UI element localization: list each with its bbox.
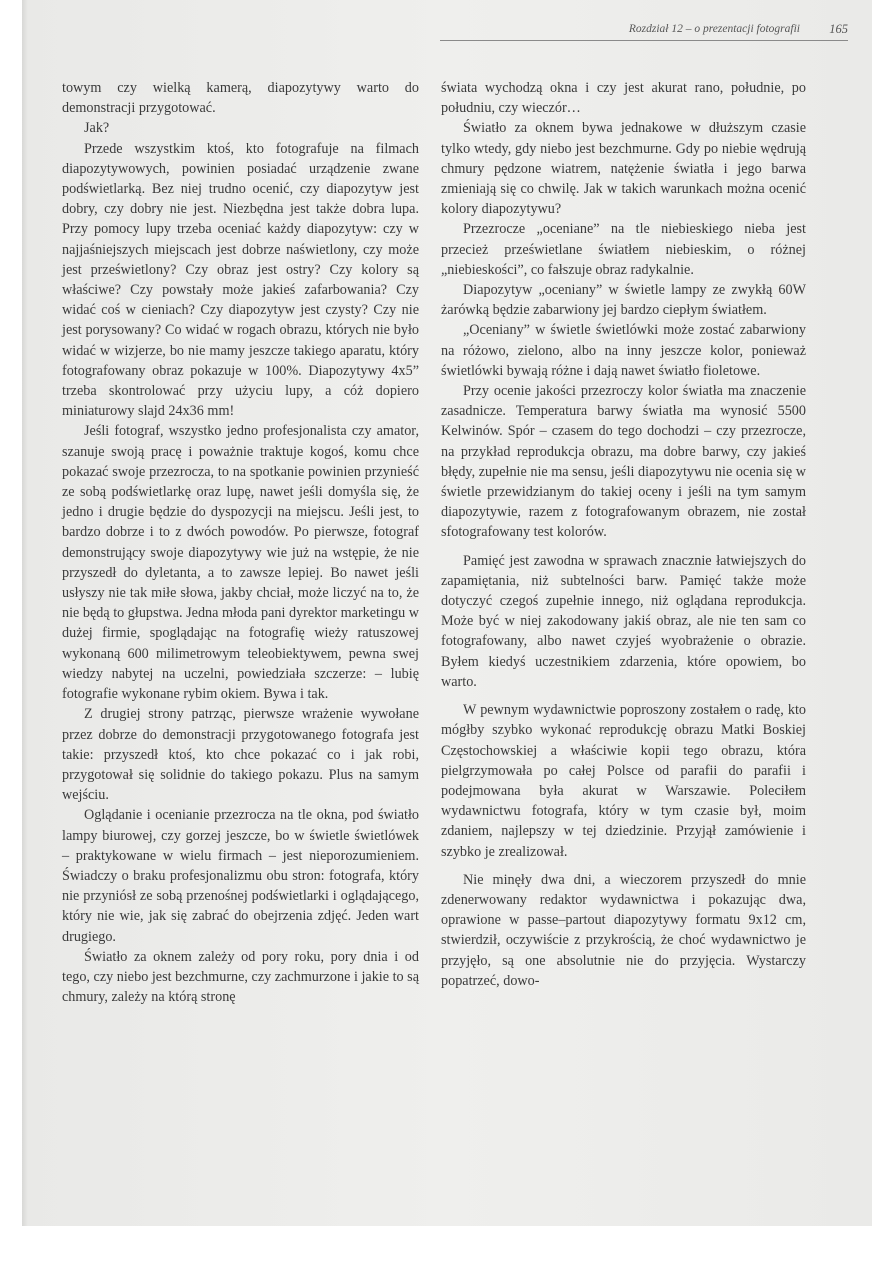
- page-number: 165: [829, 22, 848, 36]
- paragraph: Przy ocenie jakości przezroczy kolor światła ma znaczenie zasadnicze. Temperatura barwy światła ma wynosić 5500 Kelwinów. Spór – czasem do tego dochodzi – czy przezrocze, na przykład reprodukcja obrazu, ma dobre barwy, czy jakieś błędy, zupełnie nie ma sensu, jeśli diapozytywu nie ocenia się w świetle przewidzianym do takiej oceny i jeśli na tym samym diapozytywie, razem z fotografowanym obrazem, nie został sfotografowany test kolorów.: [441, 383, 806, 541]
- paragraph: Światło za oknem bywa jednakowe w dłuższym czasie tylko wtedy, gdy niebo jest bezchmurne. Gdy po niebie wędrują chmury pędzone wiatrem, natężenie światła i jego barwa zmieniają się co chwilę. Jak w takich warunkach można ocenić kolory diapozytywu?: [441, 120, 806, 218]
- page-edge-shadow: [22, 0, 28, 1226]
- paragraph: Przezrocze „oceniane” na tle niebieskiego nieba jest przecież prześwietlane światłem niebieskim, o różnej „niebieskości”, co fałszuje obraz radykalnie.: [441, 221, 806, 278]
- paragraph: „Oceniany” w świetle świetlówki może zostać zabarwiony na różowo, zielono, albo na inny jeszcze kolor, ponieważ świetlówki bywają różne i dają nawet światło fioletowe.: [441, 322, 806, 379]
- left-column: [62, 78, 419, 1007]
- paragraph: Jeśli fotograf, wszystko jedno profesjonalista czy amator, szanuje swoją pracę i poważnie traktuje kogoś, komu chce pokazać swoje przezrocza, to na spotkanie powinien przynieść ze sobą podświetlarkę oraz lupę, nawet jeśli domyśla się, że jedno i drugie będzie do dyspozycji na miejscu. Jeśli jest, to bardzo dobrze i to z dwóch powodów. Po pierwsze, fotograf demonstrujący swoje diapozytywy wie już na wstępie, że nie przyszedł do dyletanta, a to zawsze lepiej. Bo nawet jeśli usłyszy nie tak miłe słowa, jakby chciał, może liczyć na to, że nie będą to głupstwa. Jedna młoda pani dyrektor marketingu w dużej firmie, spoglądając na fotografię wieży ratuszowej wykonaną 600 milimetrowym teleobiektywem, pewna swej wiedzy nabytej na uczelni, powiedziała szczerze: – lubię fotografie wykonane rybim okiem. Bywa i tak.: [62, 423, 419, 703]
- running-header: [440, 18, 848, 41]
- paragraph: Diapozytyw „oceniany” w świetle lampy ze zwykłą 60W żarówką będzie zabarwiony jej bardzo ciepłym światłem.: [441, 282, 806, 319]
- paragraph: Pamięć jest zawodna w sprawach znacznie łatwiejszych do zapamiętania, niż subtelności barw. Pamięć także może dotyczyć czegoś zupełnie innego, niż oglądana reprodukcja. Może być w niej zakodowany jakiś obraz, ale nie ten sam co fotografowany, albo nawet czyjeś wyobrażenie o obrazie. Byłem kiedyś uczestnikiem zdarzenia, które opowiem, bo warto.: [441, 552, 806, 690]
- paragraph: Jak?: [84, 120, 110, 137]
- paragraph: świata wychodzą okna i czy jest akurat rano, południe, po południu, czy wieczór…: [441, 80, 806, 117]
- paragraph: Z drugiej strony patrząc, pierwsze wrażenie wywołane przez dobrze do demonstracji przygotowanego fotografa jest takie: przyszedł ktoś, kto chce pokazać co i jak robi, przygotował się solidnie do takiego pokazu. Plus na samym wejściu.: [62, 706, 419, 804]
- paragraph: Światło za oknem zależy od pory roku, pory dnia i od tego, czy niebo jest bezchmurne, czy zachmurzone i jakie to są chmury, zależy na którą stronę: [62, 948, 419, 1006]
- paragraph: Nie minęły dwa dni, a wieczorem przyszedł do mnie zdenerwowany redaktor wydawnictwa i pokazując dwa, oprawione w passe–partout diapozytywy formatu 9x12 cm, stwierdził, oczywiście z przykrością, że choć wydawnictwo je przyjęło, są one absolutnie nie do przyjęcia. Wystarczy popatrzeć, dowo-: [441, 871, 806, 989]
- chapter-title: Rozdział 12 – o prezentacji fotografii: [628, 23, 800, 35]
- paragraph: towym czy wielką kamerą, diapozytywy warto do demonstracji przygotować.: [62, 80, 419, 117]
- paragraph: W pewnym wydawnictwie poproszony zostałem o radę, kto mógłby szybko wykonać reprodukcję obrazu Matki Boskiej Częstochowskiej a właściwie kopii tego obrazu, która pielgrzymowała po całej Polsce od parafii do parafii i podejmowana była akurat w Warszawie. Poleciłem wydawnictwu fotografa, który w tym czasie był, moim zdaniem, najlepszy w tej dziedzinie. Przyjął zamówienie i szybko je zrealizował.: [441, 702, 806, 860]
- paragraph: Oglądanie i ocenianie przezrocza na tle okna, pod światło lampy biurowej, czy gorzej jeszcze, bo w świetle świetlówek – praktykowane w wielu firmach – jest nieporozumieniem. Świadczy o braku profesjonalizmu obu stron: fotografa, który nie przyniósł ze sobą przenośnej podświetlarki i oglądającego, który nie wie, jak się zabrać do obejrzenia zdjęć. Jeden wart drugiego.: [62, 807, 419, 945]
- right-column: [441, 78, 806, 991]
- paragraph: Przede wszystkim ktoś, kto fotografuje na filmach diapozytywowych, powinien posiadać urządzenie zwane podświetlarką. Bez niej trudno ocenić, czy diapozytyw jest dobry, czy dobry nie jest. Niezbędna jest także dobra lupa. Przy pomocy lupy trzeba oceniać każdy diapozytyw: czy w najjaśniejszych miejscach jest dobrze naświetlony, czy może jest prześwietlony? Czy obraz jest ostry? Czy kolory są właściwe? Czy powstały może jakieś zafarbowania? Czy widać coś w cieniach? Czy diapozytyw jest czysty? Czy nie jest porysowany? Co widać w rogach obrazu, których nie było widać w wizjerze, bo nie mamy jeszcze takiego aparatu, który fotografowany obraz pokazuje w 100%. Diapozytywy 4x5” trzeba skontrolować przy użyciu lupy, a cóż dopiero miniaturowy slajd 24x36 mm!: [62, 140, 419, 420]
